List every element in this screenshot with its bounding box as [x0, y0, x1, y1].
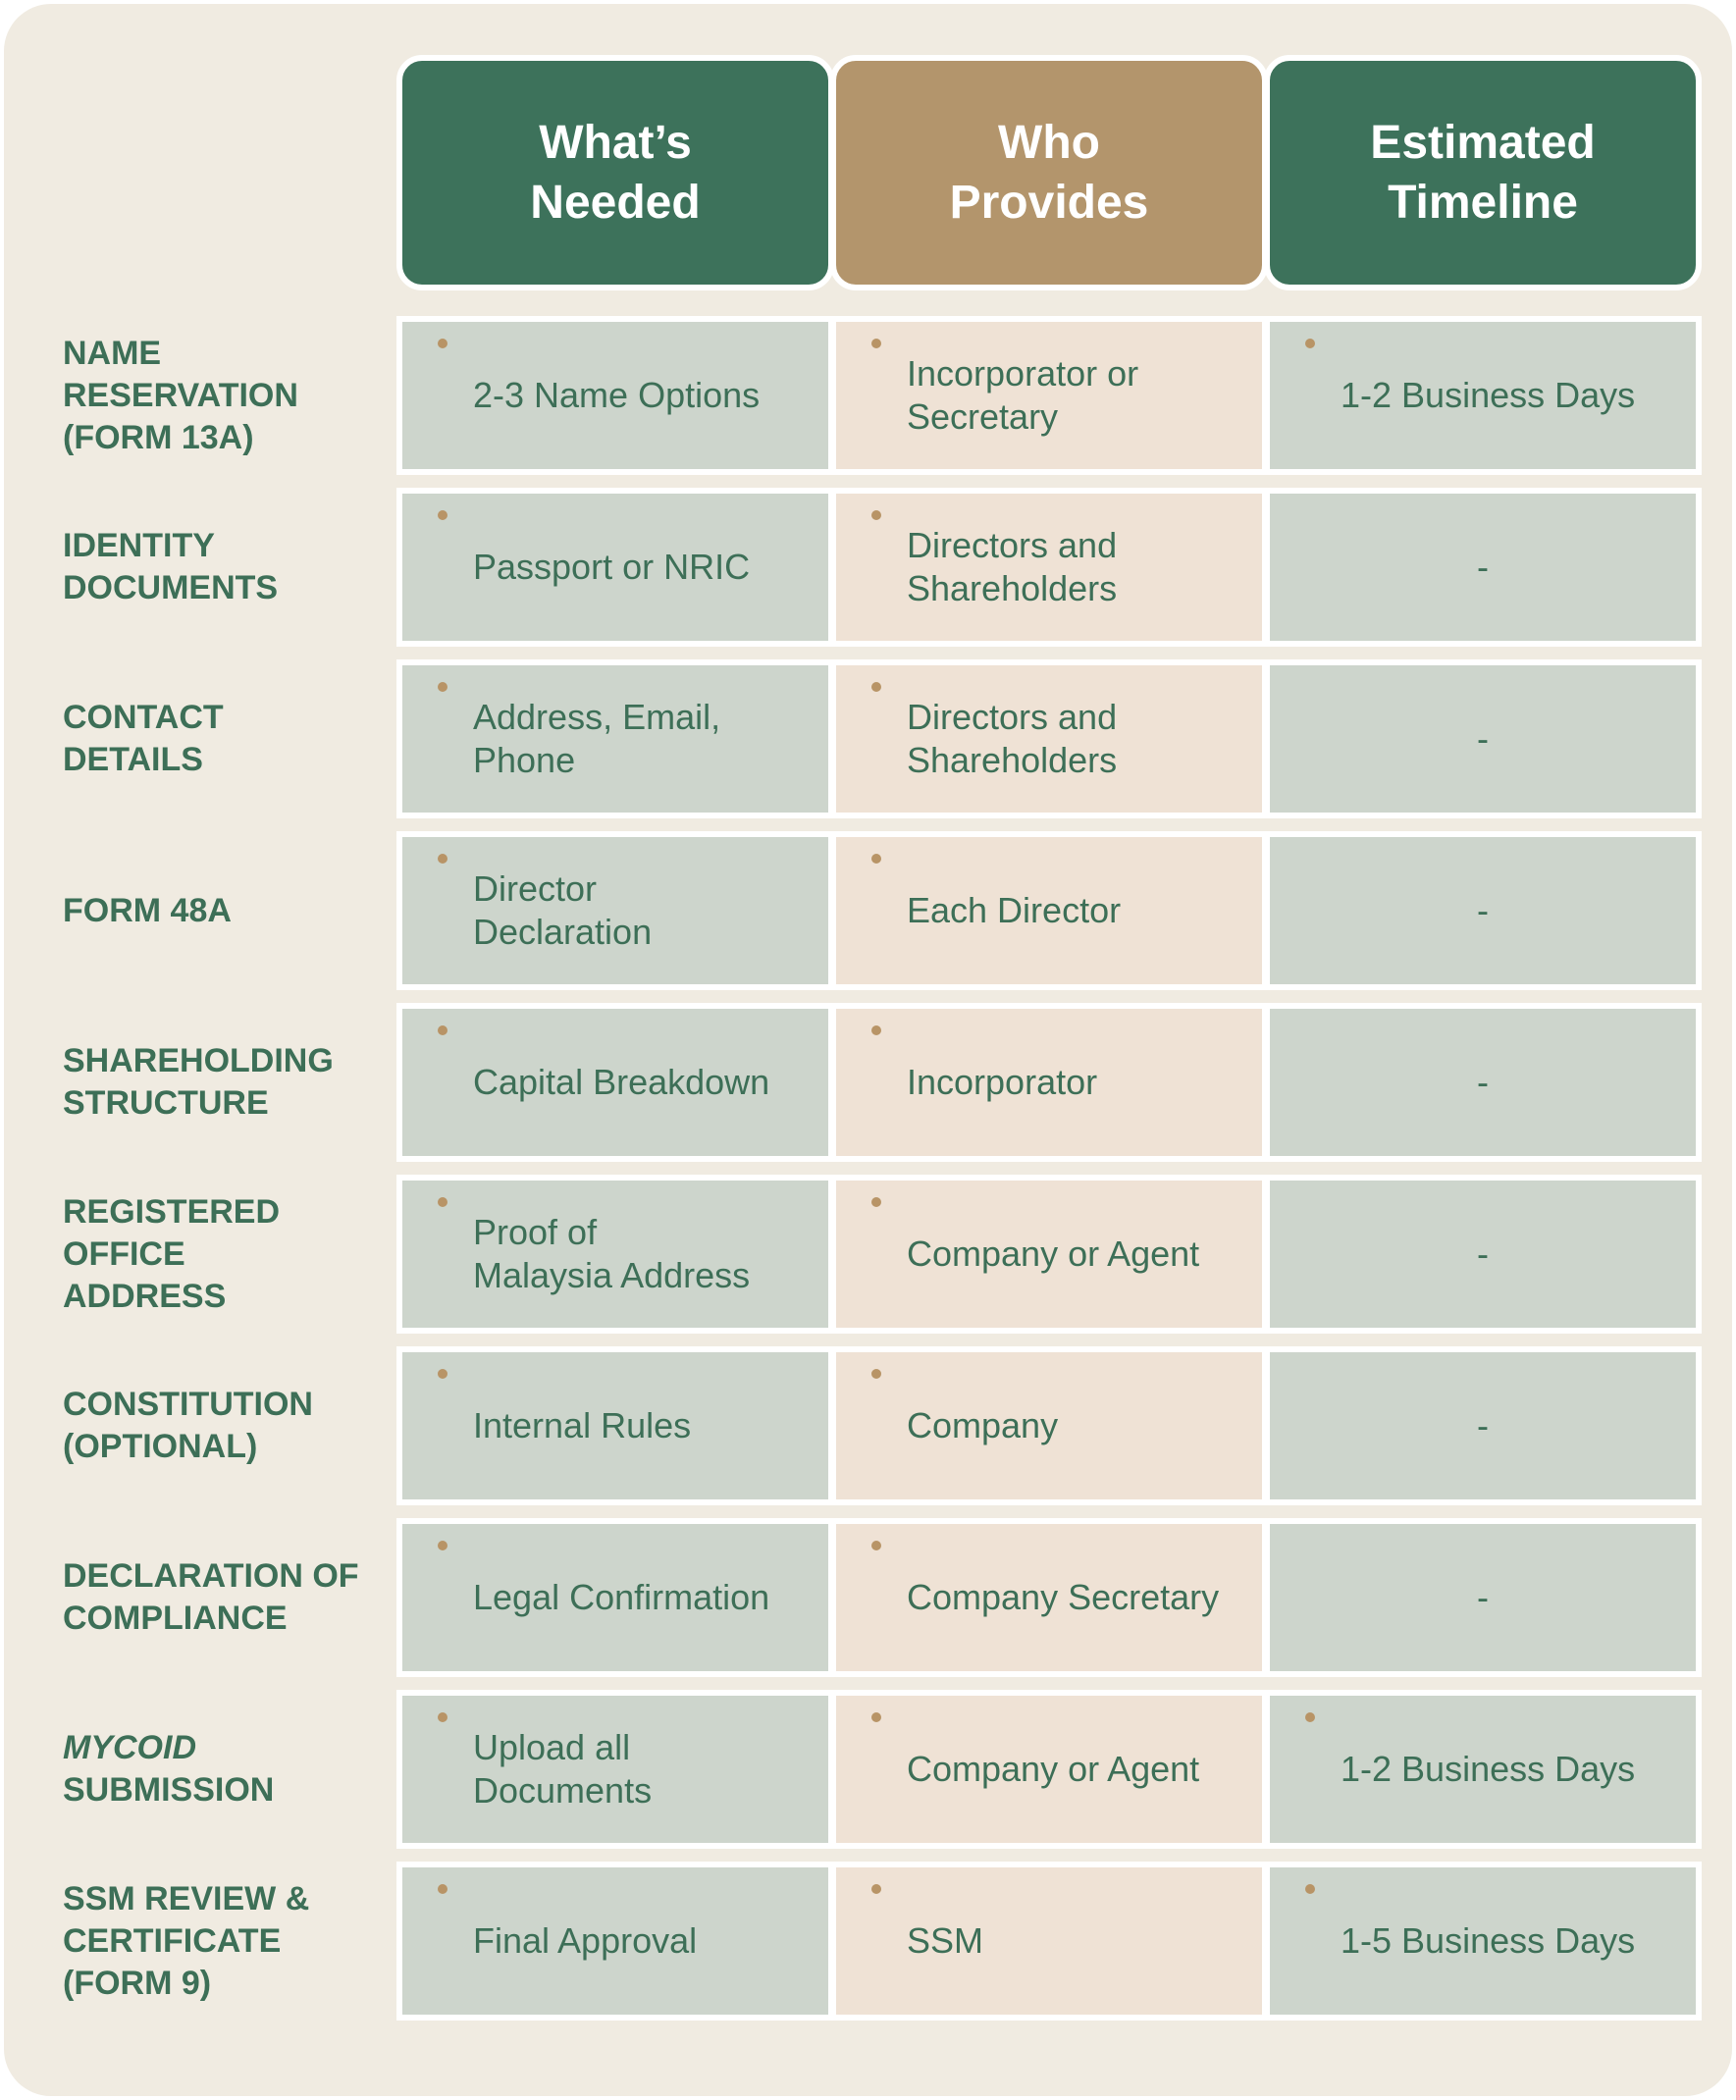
- cell-text-line: Directors and: [907, 525, 1118, 565]
- cell-text: -: [1477, 890, 1489, 930]
- row-label-line: SUBMISSION: [63, 1771, 275, 1809]
- cell-needed: [396, 316, 834, 475]
- row-label: [63, 1864, 396, 2019]
- header-estimated-timeline-line-2: Timeline: [1388, 177, 1578, 229]
- row-label-line: STRUCTURE: [63, 1084, 269, 1122]
- cell-provider: [830, 659, 1268, 818]
- cell-text: [907, 1919, 983, 1963]
- cell-needed: [396, 1690, 834, 1849]
- cell-text: -: [1477, 1405, 1489, 1445]
- bullet-icon: [871, 682, 881, 692]
- cell-needed: [396, 1175, 834, 1334]
- cell-text-line: Malaysia Address: [473, 1255, 751, 1295]
- requirements-table: [4, 4, 1732, 2096]
- cell-text-line: Final Approval: [473, 1920, 698, 1961]
- cell-timeline: [1264, 488, 1702, 647]
- cell-text-line: 1-5 Business Days: [1341, 1920, 1636, 1961]
- row-label-line: CONTACT: [63, 699, 224, 736]
- cell-text: -: [1477, 718, 1489, 759]
- cell-needed: [396, 1346, 834, 1505]
- cell-text-line: Director: [473, 868, 598, 909]
- cell-text-line: 1-2 Business Days: [1341, 1749, 1636, 1789]
- cell-provider: [830, 488, 1268, 647]
- cell-provider: [830, 1175, 1268, 1334]
- cell-text: -: [1477, 1062, 1489, 1102]
- cell-timeline: [1264, 316, 1702, 475]
- cell-text: [907, 1061, 1097, 1104]
- row-label: [63, 1520, 396, 1675]
- bullet-icon: [871, 510, 881, 520]
- bullet-icon: [1305, 1712, 1315, 1722]
- cell-timeline: [1264, 1690, 1702, 1849]
- cell-provider: [830, 1518, 1268, 1677]
- row-label-line: NAME: [63, 334, 162, 372]
- cell-text-line: Secretary: [907, 396, 1059, 437]
- cell-text-line: Company or Agent: [907, 1749, 1200, 1789]
- bullet-icon: [438, 1712, 447, 1722]
- header-who-provides-line-2: Provides: [949, 177, 1149, 229]
- bullet-icon: [438, 510, 447, 520]
- bullet-icon: [438, 1025, 447, 1035]
- cell-text-line: SSM: [907, 1920, 984, 1961]
- cell-needed: [396, 488, 834, 647]
- header-who-provides-line-1: Who: [998, 117, 1100, 169]
- row-label: [63, 1177, 396, 1332]
- row-label-line: COMPLIANCE: [63, 1600, 288, 1637]
- header-who-provides: [830, 55, 1268, 290]
- row-label-line: (OPTIONAL): [63, 1428, 258, 1465]
- cell-text: -: [1477, 1234, 1489, 1274]
- row-label-line: REGISTERED: [63, 1192, 281, 1231]
- row-label-line: SSM REVIEW &: [63, 1879, 310, 1917]
- cell-text: [907, 696, 1117, 782]
- cell-needed: [396, 1003, 834, 1162]
- cell-text: [473, 1726, 652, 1812]
- bullet-icon: [438, 682, 447, 692]
- cell-text-line: Legal Confirmation: [473, 1577, 770, 1617]
- row-label: [63, 318, 396, 473]
- cell-text-line: Proof of: [473, 1212, 598, 1252]
- cell-text-line: Incorporator or: [907, 353, 1139, 394]
- cell-text-line: Company: [907, 1405, 1059, 1445]
- row-label-line: DETAILS: [63, 741, 203, 778]
- header-estimated-timeline: [1264, 55, 1702, 290]
- row-label-line: CONSTITUTION: [63, 1386, 313, 1423]
- row-label-line: RESERVATION: [63, 376, 298, 414]
- cell-provider: [830, 1690, 1268, 1849]
- cell-text-line: Incorporator: [907, 1062, 1098, 1102]
- bullet-icon: [438, 1197, 447, 1207]
- row-label-line: MYCOID: [63, 1729, 196, 1766]
- cell-text-line: Company Secretary: [907, 1577, 1220, 1617]
- cell-text: [1341, 1919, 1635, 1963]
- header-whats-needed-line-2: Needed: [530, 177, 701, 229]
- row-label: [63, 1348, 396, 1503]
- row-label-line: DOCUMENTS: [63, 569, 279, 606]
- cell-text: [907, 1576, 1219, 1619]
- cell-text: [473, 1576, 769, 1619]
- cell-needed: [396, 1862, 834, 2021]
- cell-needed: [396, 831, 834, 990]
- cell-text: [473, 1919, 697, 1963]
- cell-timeline: [1264, 659, 1702, 818]
- cell-text-line: Internal Rules: [473, 1405, 692, 1445]
- cell-text-line: 1-2 Business Days: [1341, 375, 1636, 415]
- cell-text: [907, 889, 1121, 932]
- cell-provider: [830, 1862, 1268, 2021]
- row-label-line: IDENTITY: [63, 527, 215, 564]
- cell-needed: [396, 1518, 834, 1677]
- bullet-icon: [871, 1884, 881, 1894]
- cell-needed: [396, 659, 834, 818]
- row-label: [63, 1692, 396, 1847]
- row-label-line: CERTIFICATE: [63, 1921, 282, 1960]
- bullet-icon: [871, 339, 881, 348]
- cell-text: [473, 1061, 769, 1104]
- cell-text: [1341, 374, 1635, 417]
- cell-provider: [830, 1346, 1268, 1505]
- cell-text-line: Phone: [473, 740, 576, 780]
- row-label: [63, 833, 396, 988]
- cell-text-line: Declaration: [473, 912, 653, 952]
- row-label: [63, 1005, 396, 1160]
- header-estimated-timeline-line-1: Estimated: [1370, 117, 1596, 169]
- bullet-icon: [871, 1197, 881, 1207]
- cell-text: [1341, 1748, 1635, 1791]
- cell-text: [473, 867, 652, 954]
- bullet-icon: [438, 1541, 447, 1550]
- cell-timeline: [1264, 1003, 1702, 1162]
- row-label-line: FORM 48A: [63, 891, 232, 929]
- cell-text: [473, 1211, 750, 1297]
- cell-text-line: Each Director: [907, 890, 1122, 930]
- cell-text-line: Capital Breakdown: [473, 1062, 770, 1102]
- cell-timeline: [1264, 1862, 1702, 2021]
- cell-text-line: Passport or NRIC: [473, 547, 751, 587]
- cell-text-line: Company or Agent: [907, 1234, 1200, 1274]
- cell-text: [473, 374, 760, 417]
- bullet-icon: [438, 339, 447, 348]
- row-label-line: (FORM 13A): [63, 418, 254, 456]
- cell-provider: [830, 316, 1268, 475]
- header-whats-needed-line-1: What’s: [539, 117, 692, 169]
- cell-text-line: 2-3 Name Options: [473, 375, 761, 415]
- cell-text-line: Address, Email,: [473, 697, 721, 737]
- cell-timeline: [1264, 831, 1702, 990]
- row-label: [63, 661, 396, 816]
- cell-text: [907, 524, 1117, 610]
- cell-timeline: [1264, 1346, 1702, 1505]
- row-label: [63, 490, 396, 645]
- header-whats-needed: [396, 55, 834, 290]
- cell-text-line: Directors and: [907, 697, 1118, 737]
- cell-text: [473, 1404, 691, 1447]
- row-label-line: DECLARATION OF: [63, 1557, 359, 1595]
- cell-text: -: [1477, 1577, 1489, 1617]
- cell-text-line: Documents: [473, 1770, 653, 1811]
- row-label-line: ADDRESS: [63, 1277, 227, 1315]
- cell-timeline: [1264, 1175, 1702, 1334]
- bullet-icon: [1305, 339, 1315, 348]
- cell-text: [907, 352, 1138, 439]
- bullet-icon: [871, 1025, 881, 1035]
- cell-text: [907, 1404, 1058, 1447]
- row-label-line: (FORM 9): [63, 1964, 212, 2002]
- bullet-icon: [438, 1884, 447, 1894]
- bullet-icon: [871, 854, 881, 864]
- cell-timeline: [1264, 1518, 1702, 1677]
- cell-text-line: Shareholders: [907, 568, 1118, 608]
- bullet-icon: [438, 1369, 447, 1379]
- bullet-icon: [871, 1712, 881, 1722]
- cell-text: [907, 1233, 1199, 1276]
- bullet-icon: [871, 1369, 881, 1379]
- cell-provider: [830, 1003, 1268, 1162]
- cell-text: [907, 1748, 1199, 1791]
- bullet-icon: [1305, 1884, 1315, 1894]
- bullet-icon: [871, 1541, 881, 1550]
- cell-text: -: [1477, 547, 1489, 587]
- cell-text-line: Upload all: [473, 1727, 631, 1767]
- bullet-icon: [438, 854, 447, 864]
- row-label-line: OFFICE: [63, 1234, 185, 1273]
- cell-provider: [830, 831, 1268, 990]
- cell-text-line: Shareholders: [907, 740, 1118, 780]
- cell-text: [473, 696, 720, 782]
- row-label-line: SHAREHOLDING: [63, 1042, 334, 1079]
- cell-text: [473, 546, 750, 589]
